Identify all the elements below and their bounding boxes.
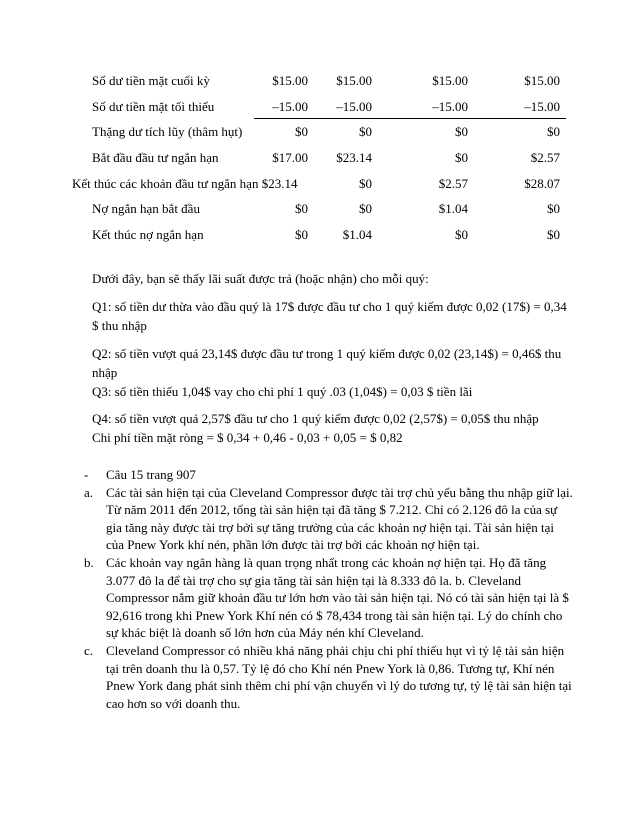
quarter-2-value: $0 [359,175,372,191]
quarter-4-value: $28.07 [524,175,560,191]
row-label: Thặng dư tích lũy (thâm hụt) [92,124,243,140]
row-label: Số dư tiền mặt cuối kỳ [92,73,210,88]
table-row [0,123,638,149]
quarter-3-value: $2.57 [438,175,468,191]
table-row [0,175,638,201]
quarter-2-value: –15.00 [336,98,372,114]
quarter-4-text: Q4: số tiền vượt quá 2,57$ đầu tư cho 1 quý kiếm được 0,02 (2,57$) = 0,05$ thu nhập [92,411,539,426]
table-row [0,72,638,98]
quarter-2-value: $0 [359,201,372,217]
answer-b-text: Các khoản vay ngân hàng là quan trọng nhất trong các khoản nợ hiện tại. Họ đã tăng 3.077 đô la để tài trợ cho sự gia tăng tài sản hiện tại là 8.333 đô la. b. Cleveland Compressor nắm giữ khoản đầu tư lớn hơn vào tài sản hiện tại. Nó có tài sản hiện tại là $ 92,616 trong khi Pnew York Khí nén có $ 78,434 trong tài sản hiện tại. Lý do chính cho sự khác biệt là doanh số lớn hơn của Máy nén khí Cleveland. [106,554,569,641]
answer-b-marker: b. [84,554,94,570]
answer-c-marker: c. [84,642,94,658]
quarter-2-value: $1.04 [342,227,372,243]
quarter-1-value: $17.00 [272,150,308,166]
quarter-3-value: $0 [455,150,468,166]
answer-c [84,642,574,712]
quarter-3-text: Q3: số tiền thiếu 1,04$ vay cho chi phí 1 quý .03 (1,04$) = 0,03 $ tiền lãi [92,384,473,399]
quarter-4-value: $2.57 [530,150,560,166]
quarter-1-value: $0 [295,227,308,243]
quarter-1-value: –15.00 [272,98,308,114]
cash-budget-table [0,72,638,252]
quarter-1-value: $0 [295,124,308,140]
table-row [0,226,638,252]
quarter-2-value: $23.14 [336,150,372,166]
quarter-2-value: $0 [359,124,372,140]
quarter-4-value: –15.00 [524,98,560,114]
quarter-1-text: Q1: số tiền dư thừa vào đầu quý là 17$ được đầu tư cho 1 quý kiếm được 0,02 (17$) = 0,34 $ thu nhập [92,299,567,333]
quarter-4-value: $0 [547,124,560,140]
interest-intro: Dưới đây, bạn sẽ thấy lãi suất được trả (hoặc nhận) cho mỗi quý: [92,271,429,286]
answer-a [84,484,574,554]
net-cost-text: Chi phí tiền mặt ròng = $ 0,34 + 0,46 - 0,03 + 0,05 = $ 0,82 [92,430,403,445]
quarter-4-value: $0 [547,227,560,243]
table-row [0,98,638,124]
row-label: Kết thúc các khoản đầu tư ngắn hạn $23.14 [72,175,298,191]
question-heading [84,466,574,484]
answer-list [84,466,574,712]
quarter-2-value: $15.00 [336,73,372,88]
table-row [0,149,638,175]
dash-marker: - [84,467,89,482]
quarter-4-value: $0 [547,201,560,217]
row-label: Số dư tiền mặt tối thiểu [92,98,215,114]
quarter-1-value: $0 [295,201,308,217]
row-label: Nợ ngắn hạn bắt đầu [92,201,200,217]
quarter-4-value: $15.00 [524,73,560,88]
row-label: Bắt đầu đầu tư ngắn hạn [92,150,219,166]
quarter-3-value: $0 [455,124,468,140]
quarter-2-text: Q2: số tiền vượt quá 23,14$ được đầu tư trong 1 quý kiếm được 0,02 (23,14$) = 0,46$ thu nhập [92,346,562,380]
row-label: Kết thúc nợ ngắn hạn [92,227,204,243]
quarter-3-value: $15.00 [432,73,468,88]
answer-a-text: Các tài sản hiện tại của Cleveland Compressor được tài trợ chủ yếu bằng thu nhập giữ lại. Từ năm 2011 đến 2012, tổng tài sản hiện tại đã tăng $ 7.212. Chỉ có 2.126 đô la của sự gia tăng này được tài trợ bởi sự tăng trưởng của các khoản nợ hiện tại. Tài sản hiện tại của Pnew York khí nén, phần lớn được tài trợ bởi các khoản nợ hiện tại. [106,484,573,553]
table-row [0,200,638,226]
answer-b [84,554,574,642]
question-heading-text: Câu 15 trang 907 [106,467,196,482]
answer-c-text: Cleveland Compressor có nhiều khả năng phải chịu chi phí thiếu hụt vì tỷ lệ tài sản hiện tại trên doanh thu là 0,57. Tỷ lệ đó cho Khí nén Pnew York là 0,86. Tương tự, Khí nén Pnew York đang phát sinh thêm chi phí vận chuyển vì lý do tương tự, tỷ lệ tài sản hiện tại cao hơn so với doanh thu. [106,642,572,711]
answer-a-marker: a. [84,484,94,500]
quarter-3-value: $1.04 [438,201,468,217]
quarter-3-value: –15.00 [432,98,468,114]
quarter-3-value: $0 [455,227,468,243]
quarter-1-value: $15.00 [272,73,308,88]
